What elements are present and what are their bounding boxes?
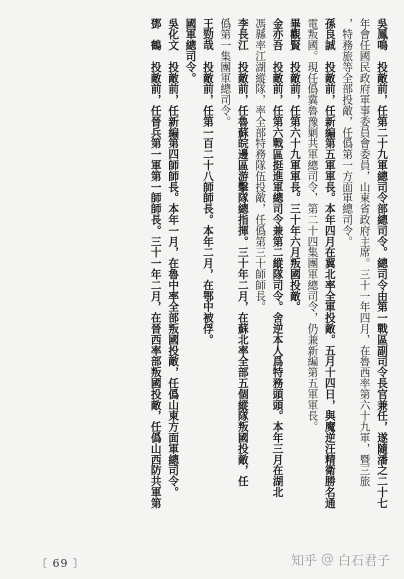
person-name: 金亦吾 [271, 18, 284, 51]
watermark-platform: 知乎 [290, 554, 317, 569]
column-text: 投敵前，任新編第四師師長。本年一月，在魯中率全部叛國投敵，任僞山東方面軍總司令。 [167, 61, 180, 498]
text-column [233, 18, 250, 548]
column-text: 投敵前，任新編第五軍軍長。本年四月在冀北率全軍投敵。五月十四日，與魔逆汪精衛勝名通 [323, 61, 336, 509]
text-column [216, 18, 233, 548]
person-name: 王勁哉 [201, 18, 214, 51]
text-column [373, 18, 390, 548]
person-name: 吳化文 [167, 18, 180, 51]
column-text: 投敵前，任第一百二十八師師長。本年二月，在鄂中被俘。 [201, 61, 214, 346]
text-column [303, 18, 320, 548]
text-column [164, 18, 181, 548]
text-column [338, 18, 355, 548]
text-column [199, 18, 216, 548]
person-name: 畢觀賢 [288, 18, 301, 51]
text-column [268, 18, 285, 548]
text-column [251, 18, 268, 548]
person-name: 李長江 [236, 18, 249, 51]
page-number: 〔 69 〕 [36, 557, 85, 570]
vertical-text-block [14, 18, 390, 548]
watermark [291, 550, 390, 569]
column-text: 國軍總司令。 [184, 18, 197, 84]
person-name: 吳鳳鳴 [376, 18, 388, 51]
column-text: 電叛國。現任僞冀魯豫剿共軍總司令，第二十四集團軍總司令，仍兼新編第五軍軍長。 [306, 18, 319, 433]
text-column [181, 18, 198, 548]
column-text: 投敵前，任第二十九軍總司令部總司令。總司令由第一戰區副司令長官兼任，遂隨潘之二十七 [376, 61, 388, 509]
text-column [286, 18, 303, 548]
column-text: 投敵前，任第六十九軍軍長。三十年六月叛國投敵。 [288, 61, 301, 313]
column-text: 投敵前，任晉兵第一軍第一師師長。三十一年二月，在晉西率部叛國投敵，任僞山西防共軍第 [149, 61, 162, 509]
column-text: 僞第一集團軍總司令。 [219, 18, 232, 127]
column-text: ，特務旅等全部投敵，任僞第一方面軍總司令。 [341, 18, 354, 247]
column-text: 投敵前，任魯蘇皖邊區游擊隊總指揮。三十年二月，在蘇北率全部五個縱隊叛國投敵，任 [236, 61, 249, 487]
column-text: 馮縣率江湖縱隊，率全部特務隊伍投敵，任僞第三十師師長。 [254, 18, 267, 313]
watermark-separator: @ [320, 552, 334, 567]
person-name: 鄧 鶴 [149, 18, 162, 51]
watermark-author: 白石君子 [337, 554, 390, 569]
person-name: 孫良誠 [323, 18, 336, 51]
text-column [146, 18, 163, 548]
text-column [320, 18, 337, 548]
column-text: 年會任國民政府軍事委員會委員，山東省政府主席。三十一年四月，在魯西率第六十九軍，暨三旅 [358, 18, 371, 487]
column-text: 投敵前，任第六戰區挺進軍總司令兼第二縱隊司令。舍逆本人爲特務頭頭。本年三月在湖北 [271, 61, 284, 498]
text-column [355, 18, 372, 548]
